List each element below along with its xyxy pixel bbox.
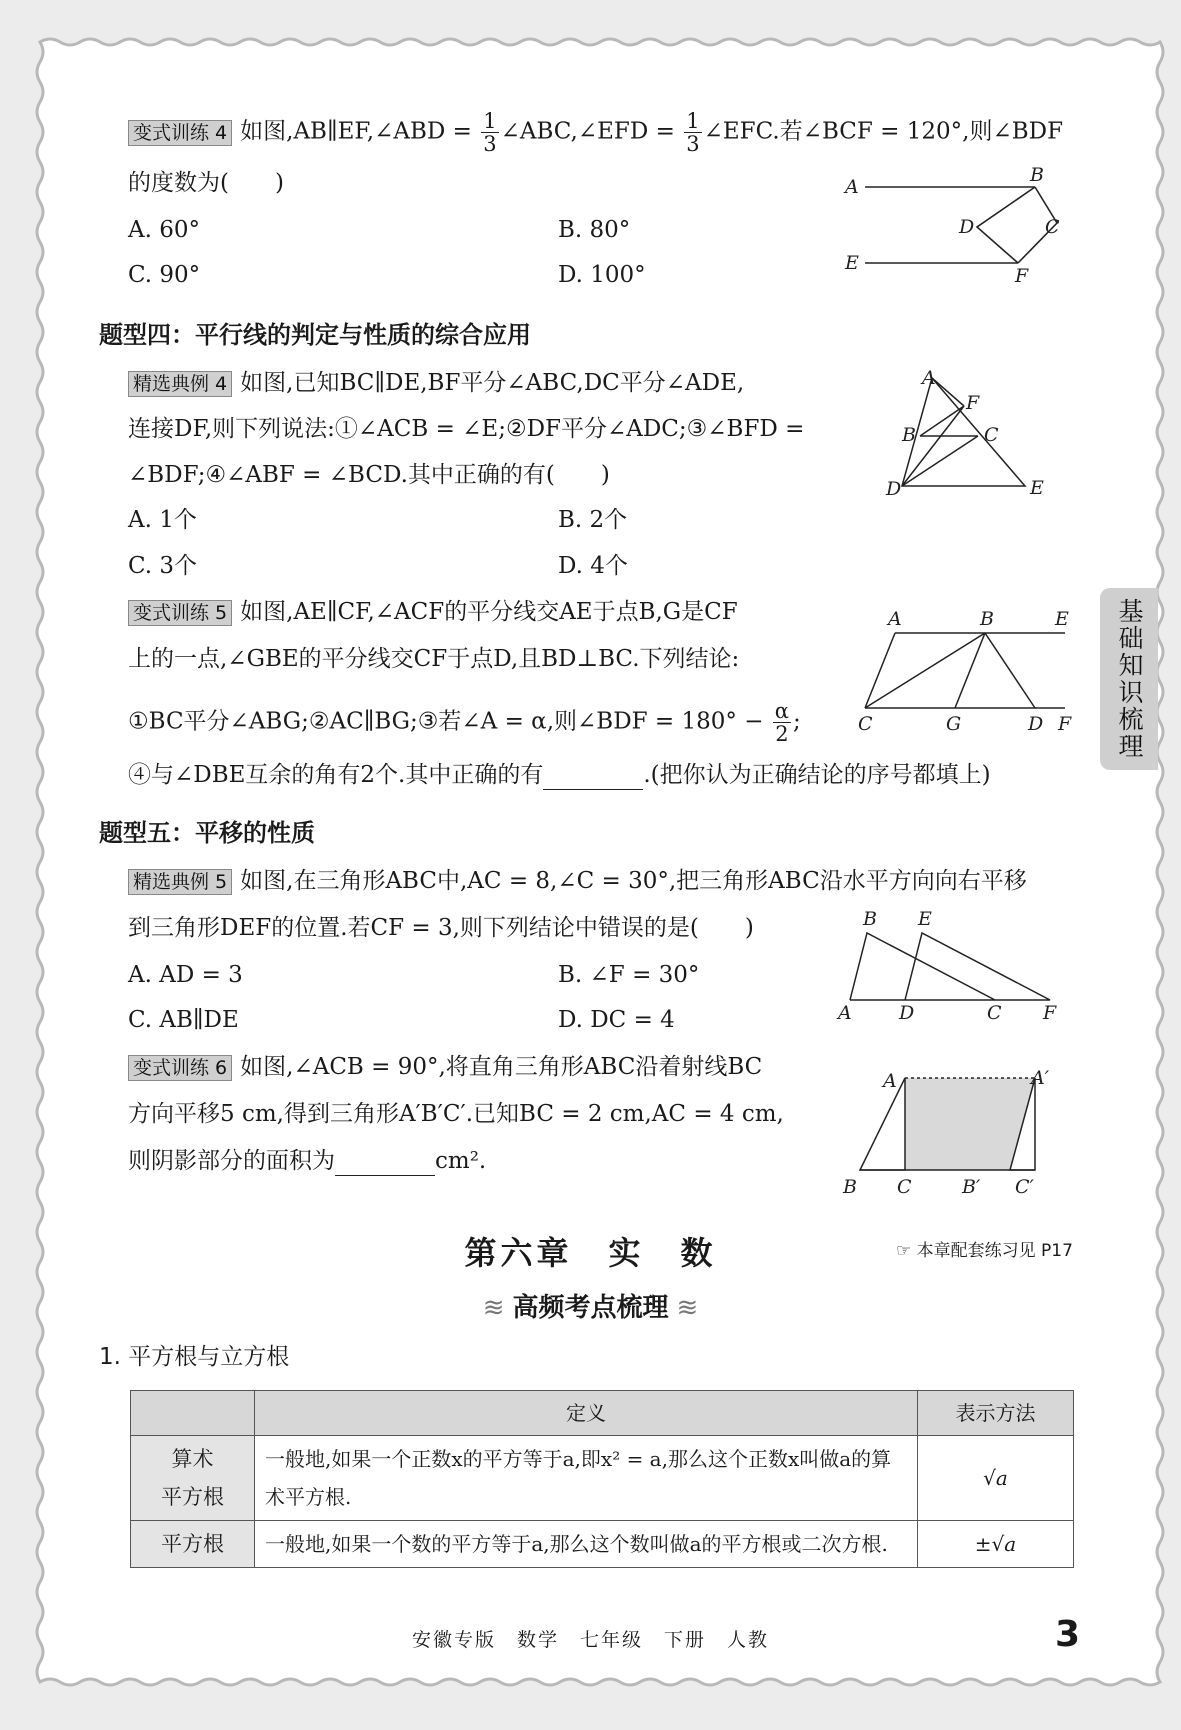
- pointing-hand-icon: ☞: [896, 1241, 912, 1261]
- ex4-line2: 连接DF,则下列说法:①∠ACB = ∠E;②DF平分∠ADC;③∠BFD =: [128, 416, 805, 442]
- var4-label-d: D: [959, 216, 975, 238]
- var5-text-4a: ④与∠DBE互余的角有2个.其中正确的有: [128, 762, 544, 788]
- chapter-ref[interactable]: [896, 1236, 1073, 1261]
- ex4-label-d: D: [886, 478, 902, 500]
- row-definition: 一般地,如果一个数的平方等于a,那么这个数叫做a的平方根或二次方根.: [255, 1521, 918, 1568]
- var4-figure: [835, 165, 1075, 290]
- table-row: [131, 1521, 1074, 1568]
- table-header-cell: 定义: [255, 1391, 918, 1436]
- var5-line3: [128, 700, 801, 745]
- var4-text-c: ∠EFC.若∠BCF = 120°,则∠BDF: [703, 118, 1064, 145]
- var6-text-3a: 则阴影部分的面积为: [128, 1148, 335, 1174]
- row-definition: 一般地,如果一个正数x的平方等于a,即x² = a,那么这个正数x叫做a的算术平方根.: [255, 1436, 918, 1521]
- var6-label-c-prime: C′: [1015, 1176, 1034, 1198]
- ex5-text-1: 如图,在三角形ABC中,AC = 8,∠C = 30°,把三角形ABC沿水平方向向右平移: [240, 868, 1027, 894]
- var4-option-b[interactable]: B. 80°: [558, 217, 631, 243]
- section-title-text: 高频考点梳理: [512, 1293, 669, 1323]
- ex5-label-a: A: [838, 1002, 852, 1024]
- ex5-label-c: C: [987, 1002, 1002, 1024]
- ex4-option-c[interactable]: C. 3个: [128, 553, 198, 579]
- ex4-label-e: E: [1030, 477, 1044, 499]
- var6-figure: [835, 1060, 1065, 1200]
- var5-line2: 上的一点,∠GBE的平分线交CF于点D,且BD⊥BC.下列结论:: [128, 646, 740, 672]
- section-title: [0, 1287, 1181, 1324]
- ex4-option-a[interactable]: A. 1个: [128, 507, 197, 533]
- ex4-label-a: A: [922, 370, 936, 389]
- var4-option-d[interactable]: D. 100°: [558, 262, 646, 288]
- var6-text-3b: cm².: [435, 1148, 487, 1174]
- var5-label-e: E: [1055, 608, 1069, 630]
- var5-frac: $\frac{\alpha}{2}$: [774, 699, 789, 746]
- ex4-label-f: F: [966, 392, 980, 414]
- ex4-line1: [128, 368, 744, 398]
- ex5-line1: [128, 866, 1027, 896]
- var4-line1: [128, 110, 1063, 155]
- var4-label-b: B: [1030, 165, 1044, 186]
- side-tab[interactable]: 基础知识梳理: [1100, 588, 1158, 770]
- var5-text-4b: .(把你认为正确结论的序号都填上): [643, 762, 991, 788]
- var5-text-3a: ①BC平分∠ABG;②AC∥BG;③若∠A = α,则∠BDF = 180° −: [128, 708, 764, 735]
- row-name: 算术 平方根: [131, 1436, 255, 1521]
- chapter-title: 第六章 实 数: [464, 1234, 717, 1272]
- var4-frac1: $\frac{1}{3}$: [483, 109, 497, 156]
- ex5-line2: 到三角形DEF的位置.若CF = 3,则下列结论中错误的是( ): [128, 915, 754, 941]
- var5-tag: 变式训练 5: [128, 600, 232, 626]
- table-header-row: [131, 1391, 1074, 1436]
- var5-label-a: A: [888, 608, 902, 630]
- row-name: 平方根: [131, 1521, 255, 1568]
- row-symbol: √a: [918, 1436, 1074, 1521]
- var5-line4: [128, 760, 991, 790]
- table-header-cell: [131, 1391, 255, 1436]
- var5-label-f: F: [1058, 713, 1072, 735]
- row-symbol: ±√a: [918, 1521, 1074, 1568]
- var6-tag: 变式训练 6: [128, 1055, 232, 1081]
- subsection-title: 1. 平方根与立方根: [99, 1344, 290, 1370]
- var4-label-e: E: [845, 252, 859, 274]
- ex5-option-d[interactable]: D. DC = 4: [558, 1007, 675, 1033]
- var4-label-a: A: [845, 176, 859, 198]
- ex4-line3: ∠BDF;④∠ABF = ∠BCD.其中正确的有( ): [128, 462, 610, 488]
- ex5-label-f: F: [1043, 1002, 1057, 1024]
- var5-label-c: C: [858, 713, 873, 735]
- page-number: 3: [1055, 1614, 1081, 1655]
- var4-frac2: $\frac{1}{3}$: [686, 109, 700, 156]
- var4-label-f: F: [1015, 265, 1029, 287]
- table-row: [131, 1436, 1074, 1521]
- wave-right-icon: ≋: [676, 1293, 699, 1323]
- var6-label-b: B: [843, 1176, 857, 1198]
- ex4-text-1: 如图,已知BC∥DE,BF平分∠ABC,DC平分∠ADE,: [240, 370, 745, 396]
- var6-answer-blank[interactable]: [335, 1151, 435, 1176]
- table-header-cell: 表示方法: [918, 1391, 1074, 1436]
- var5-text-3b: ;: [792, 708, 801, 735]
- var4-label-c: C: [1045, 216, 1060, 238]
- var6-label-a: A: [883, 1070, 897, 1092]
- ex4-label-c: C: [984, 424, 999, 446]
- var4-option-c[interactable]: C. 90°: [128, 262, 201, 288]
- var5-answer-blank[interactable]: [543, 765, 643, 790]
- var4-option-a[interactable]: A. 60°: [128, 217, 200, 243]
- var4-text-a: 如图,AB∥EF,∠ABD =: [240, 118, 472, 145]
- var5-line1: [128, 597, 738, 627]
- ex4-tag: 精选典例 4: [128, 371, 232, 397]
- ex5-figure: [835, 905, 1065, 1025]
- ex4-figure: [880, 370, 1055, 505]
- var4-tag: 变式训练 4: [128, 120, 232, 146]
- ex5-option-a[interactable]: A. AD = 3: [128, 962, 243, 988]
- var6-label-c: C: [897, 1176, 912, 1198]
- var5-text-1: 如图,AE∥CF,∠ACF的平分线交AE于点B,G是CF: [240, 599, 738, 625]
- ex5-option-b[interactable]: B. ∠F = 30°: [558, 962, 700, 988]
- var4-line2: 的度数为( ): [128, 170, 284, 196]
- ex5-label-e: E: [918, 908, 932, 930]
- chapter-ref-text: 本章配套练习见 P17: [916, 1241, 1073, 1261]
- var5-label-b: B: [980, 608, 994, 630]
- ex4-option-b[interactable]: B. 2个: [558, 507, 628, 533]
- var4-text-b: ∠ABC,∠EFD =: [500, 118, 675, 145]
- ex5-label-d: D: [899, 1002, 915, 1024]
- var6-line2: 方向平移5 cm,得到三角形A′B′C′.已知BC = 2 cm,AC = 4 cm,: [128, 1101, 784, 1127]
- footer: 安徽专版 数学 七年级 下册 人教: [411, 1629, 769, 1651]
- var6-label-a-prime: A′: [1031, 1067, 1050, 1089]
- type5-heading: 题型五：平移的性质: [99, 819, 315, 847]
- var6-label-b-prime: B′: [962, 1176, 981, 1198]
- ex4-label-b: B: [902, 424, 916, 446]
- var6-text-1: 如图,∠ACB = 90°,将直角三角形ABC沿着射线BC: [240, 1054, 763, 1080]
- ex5-label-b: B: [863, 908, 877, 930]
- var5-label-g: G: [946, 713, 962, 735]
- ex4-option-d[interactable]: D. 4个: [558, 553, 628, 579]
- var6-line3: [128, 1146, 486, 1176]
- var5-figure: [850, 608, 1080, 738]
- ex5-option-c[interactable]: C. AB∥DE: [128, 1007, 239, 1033]
- wave-left-icon: ≋: [482, 1293, 505, 1323]
- ex5-tag: 精选典例 5: [128, 869, 232, 895]
- type4-heading: 题型四：平行线的判定与性质的综合应用: [99, 321, 531, 349]
- var6-line1: [128, 1052, 762, 1082]
- var5-label-d: D: [1028, 713, 1044, 735]
- definition-table: [130, 1390, 1074, 1568]
